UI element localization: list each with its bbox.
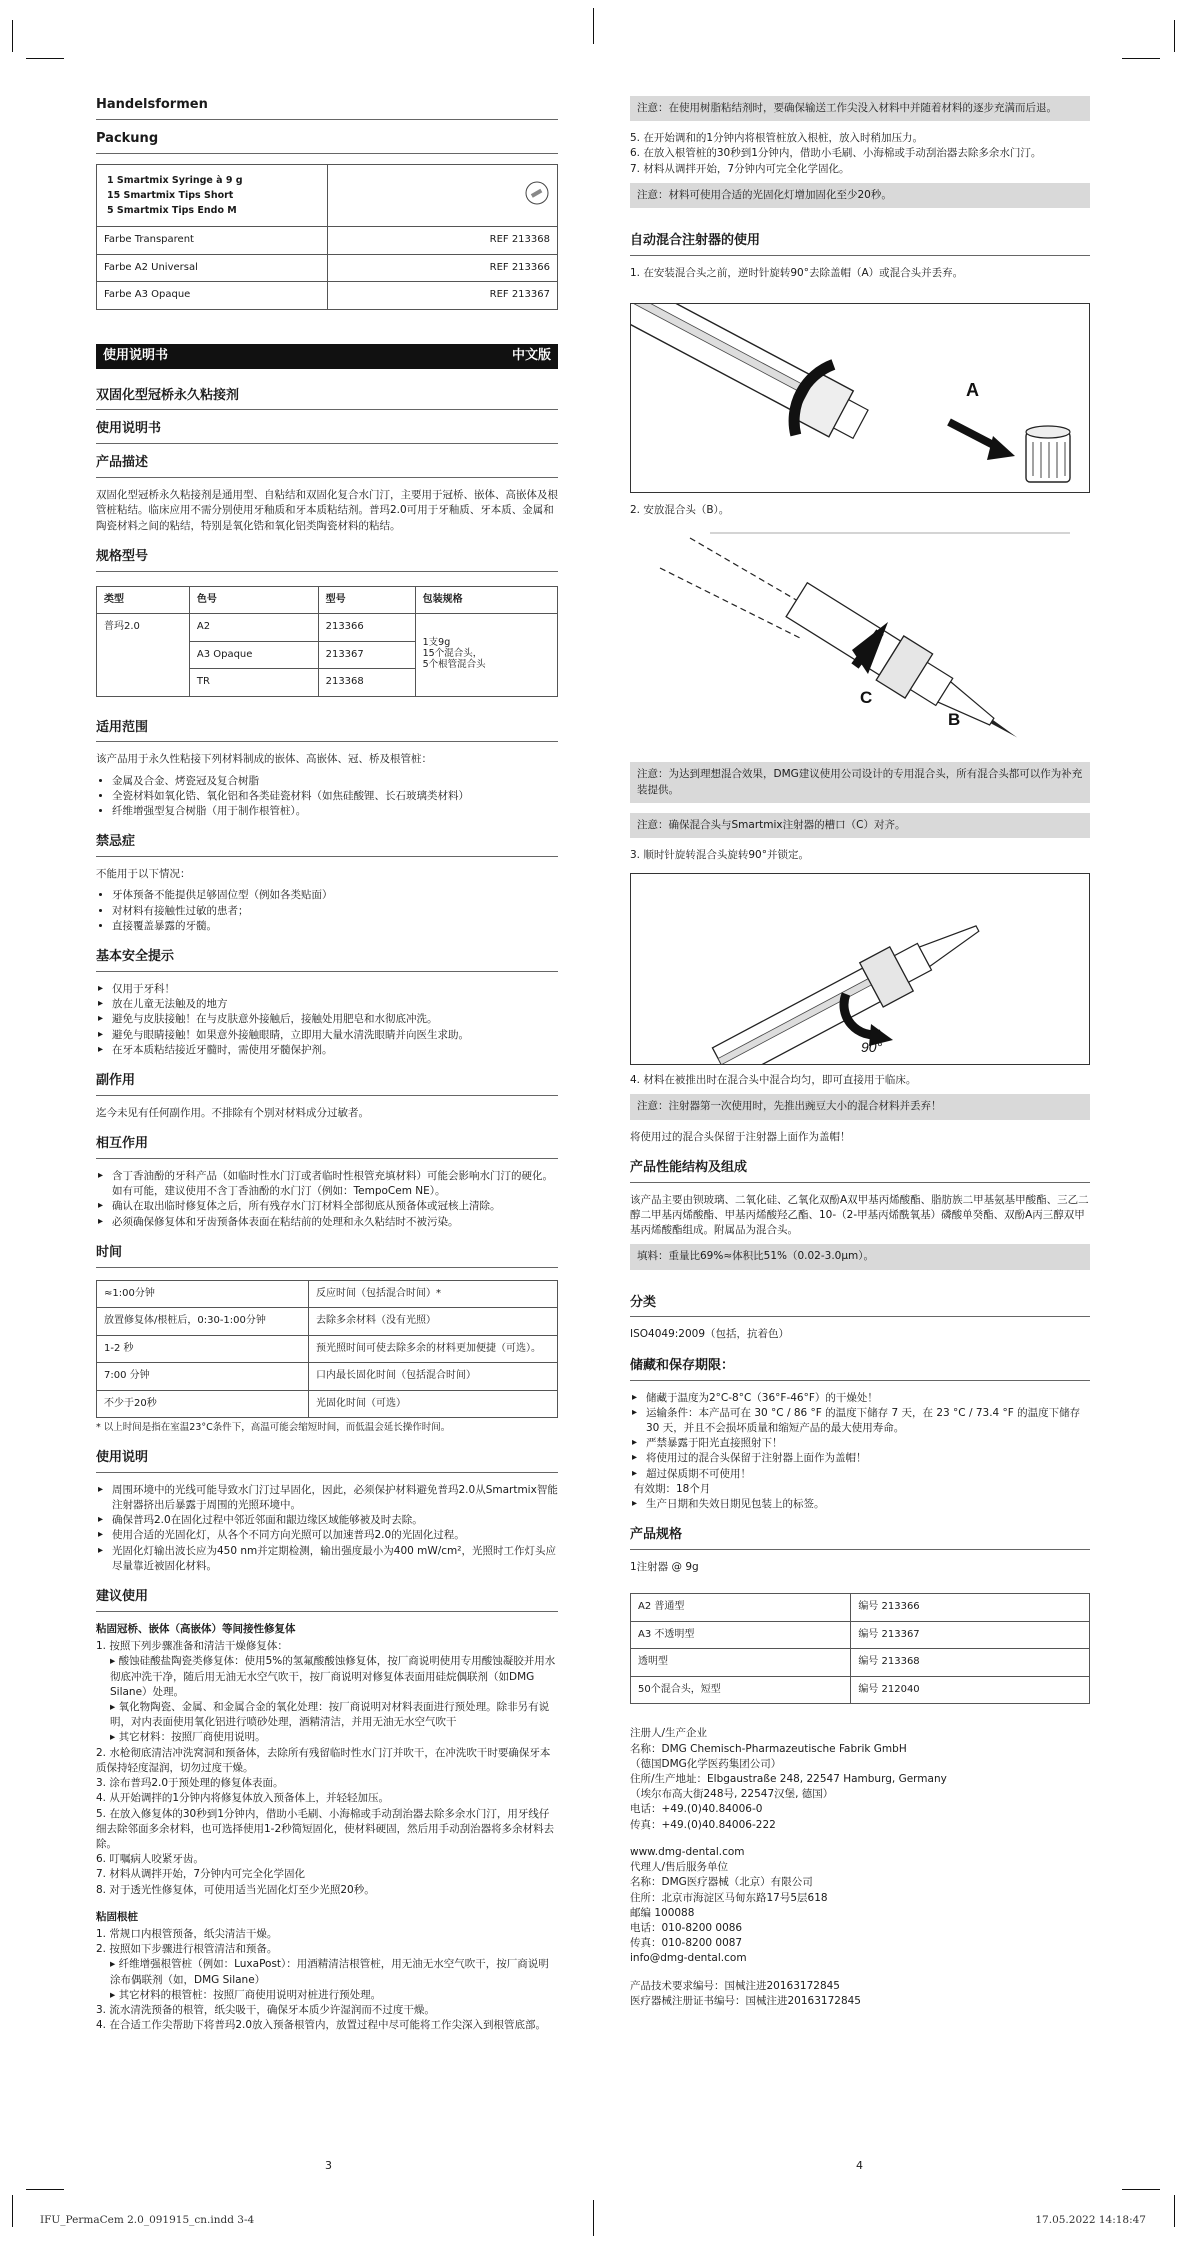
list-item: ▸ 生产日期和失效日期见包装上的标签。 xyxy=(646,1497,1090,1512)
shelf-life: 有效期：18个月 xyxy=(634,1482,711,1495)
interactions-list xyxy=(96,1169,558,1230)
pack-row-ref: REF 213368 xyxy=(327,227,558,255)
time-cell: ≈1:00分钟 xyxy=(97,1280,309,1308)
contra-heading: 禁忌症 xyxy=(96,834,136,850)
agent-line: 代理人/售后服务单位 xyxy=(630,1861,729,1874)
section-bar xyxy=(96,344,558,369)
product-code: 编号 213366 xyxy=(851,1594,1090,1622)
manufacturer-line: 住所/生产地址：Elbgaustraße 248, 22547 Hamburg, Germany xyxy=(630,1773,947,1785)
crop-mark xyxy=(1122,58,1160,59)
step: 3. 涂布普玛2.0于预处理的修复体表面。 xyxy=(96,1777,284,1790)
manufacturer-line: 名称：DMG Chemisch-Pharmazeutische Fabrik GmbH xyxy=(630,1742,907,1755)
step: ▸ 纤维增强根管桩（例如：LuxaPost）：用酒精清洁根管桩，用无油无水空气吹干，按厂商说明涂布偶联剂（如，DMG Silane） xyxy=(110,1958,549,1986)
divider xyxy=(96,443,558,444)
footer-date: 17.05.2022 14:18:47 xyxy=(1035,2214,1146,2226)
bar-lang: 中文版 xyxy=(511,347,551,363)
list-item: ▸ 确认在取出临时修复体之后，所有残存水门汀材料全部彻底从预备体或冠核上清除。 xyxy=(112,1199,558,1214)
safety-list xyxy=(96,982,558,1058)
side-effects-text: 迄今未见有任何副作用。不排除有个别对材料成分过敏者。 xyxy=(96,1106,369,1119)
email-link[interactable]: info@dmg-dental.com xyxy=(630,1952,747,1965)
usage-list xyxy=(96,1483,558,1574)
divider xyxy=(96,571,558,572)
list-item: • 牙体预备不能提供足够固位型（例如各类贴面） xyxy=(112,888,558,903)
description-heading: 产品描述 xyxy=(96,455,149,471)
recommended-subheading: 粘固根桩 xyxy=(96,1910,138,1923)
figure-label-b: B xyxy=(948,710,961,730)
product-spec-heading: 产品规格 xyxy=(630,1527,683,1543)
scope-list xyxy=(96,774,558,820)
spec-pack-line: 5个根管混合头 xyxy=(422,659,486,671)
spec-table xyxy=(96,586,558,697)
time-desc: 反应时间（包括混合时间）* xyxy=(309,1280,558,1308)
spec-heading: 规格型号 xyxy=(96,548,149,564)
recommended-heading: 建议使用 xyxy=(96,1589,149,1605)
usage-heading: 使用说明 xyxy=(96,1449,149,1465)
pack-item: 1 Smartmix Syringe à 9 g xyxy=(107,174,243,186)
pack-item: 15 Smartmix Tips Short xyxy=(107,189,234,201)
pack-row-label: Farbe Transparent xyxy=(97,227,328,255)
time-heading: 时间 xyxy=(96,1244,123,1260)
crop-mark xyxy=(12,2195,13,2227)
instructions-heading: 使用说明书 xyxy=(96,421,162,437)
storage-list xyxy=(630,1391,1090,1482)
contra-text: 不能用于以下情况： xyxy=(96,868,191,881)
divider xyxy=(96,1095,558,1096)
list-item: ▸ 仅用于牙科！ xyxy=(112,982,558,997)
list-item: ▸ 超过保质期不可使用！ xyxy=(646,1467,1090,1482)
classification-text: ISO4049:2009（包括，抗着色） xyxy=(630,1328,790,1341)
step: 6. 在放入根管桩的30秒到1分钟内，借助小毛刷、小海棉或手动刮治器去除多余水门汀。 xyxy=(630,147,1042,160)
product-name: 透明型 xyxy=(631,1649,851,1677)
manufacturer-line: （埃尔布高大街248号, 22547汉堡, 德国） xyxy=(630,1788,834,1801)
step: 4. 从开始调拌的1分钟内将修复体放入预备体上，并轻轻加压。 xyxy=(96,1792,390,1805)
classification-heading: 分类 xyxy=(630,1294,657,1310)
note: 注意：在使用树脂粘结剂时，要确保输送工作尖没入材料中并随着材料的逐步充满而后退。 xyxy=(630,96,1090,121)
packung-heading: Packung xyxy=(96,130,159,146)
agent-line: 名称：DMG医疗器械（北京）有限公司 xyxy=(630,1876,813,1889)
spec-pack-line: 1支9g xyxy=(422,637,451,649)
divider xyxy=(96,1267,558,1268)
interactions-heading: 相互作用 xyxy=(96,1136,149,1152)
divider xyxy=(96,477,558,478)
divider xyxy=(96,409,558,410)
crop-mark xyxy=(593,2200,594,2236)
manufacturer-line: 电话：+49.(0)40.84006-0 xyxy=(630,1803,763,1816)
step: 2. 安放混合头（B）。 xyxy=(630,504,730,517)
footer-filename: IFU_PermaCem 2.0_091915_cn.indd 3-4 xyxy=(40,2214,255,2226)
page-number-left: 3 xyxy=(325,2159,332,2172)
divider xyxy=(96,971,558,972)
spec-header: 包装规格 xyxy=(415,586,557,614)
time-footnote: * 以上时间是指在室温23°C条件下，高温可能会缩短时间，而低温会延长操作时间。 xyxy=(96,1422,451,1434)
crop-mark xyxy=(26,58,64,59)
list-item: ▸ 使用合适的光固化灯，从各个不同方向光照可以加速普玛2.0的光固化过程。 xyxy=(112,1528,558,1543)
figure-label-90: 90° xyxy=(861,1039,883,1056)
safety-heading: 基本安全提示 xyxy=(96,949,175,965)
list-item: ▸ 放在儿童无法触及的地方 xyxy=(112,997,558,1012)
time-desc: 口内最长固化时间（包括混合时间） xyxy=(309,1363,558,1391)
step: 6. 叮嘱病人咬紧牙齿。 xyxy=(96,1853,204,1866)
mixing-tip-illustration xyxy=(630,528,1090,738)
divider xyxy=(96,1472,558,1473)
product-code: 编号 213367 xyxy=(851,1621,1090,1649)
spec-color: A3 Opaque xyxy=(189,641,318,669)
figure-label-c: C xyxy=(860,688,873,708)
spec-header: 类型 xyxy=(97,586,190,614)
figure-attach-tip xyxy=(630,528,1090,738)
scope-heading: 适用范围 xyxy=(96,719,149,735)
crop-mark xyxy=(593,8,594,44)
agent-line: 住所：北京市海淀区马甸东路17号5层618 xyxy=(630,1891,828,1904)
list-item: • 全瓷材料如氧化锆、氧化铝和各类硅瓷材料（如焦硅酸锂、长石玻璃类材料） xyxy=(112,789,558,804)
note: 注意：确保混合头与Smartmix注射器的槽口（C）对齐。 xyxy=(630,813,1090,838)
crop-mark xyxy=(26,2189,64,2190)
step: ▸ 其它材料：按照厂商使用说明。 xyxy=(110,1731,266,1744)
product-code: 编号 212040 xyxy=(851,1676,1090,1704)
step: 7. 材料从调拌开始，7分钟内可完全化学固化。 xyxy=(630,162,850,175)
list-item: ▸ 确保普玛2.0在固化过程中邻近邻面和龈边缘区域能够被及时去除。 xyxy=(112,1513,558,1528)
step: 7. 材料从调拌开始，7分钟内可完全化学固化 xyxy=(96,1868,306,1881)
step: 2. 按照如下步骤进行根管清洁和预备。 xyxy=(96,1943,278,1956)
divider xyxy=(96,741,558,742)
crop-mark xyxy=(12,20,13,52)
storage-heading: 储藏和保存期限： xyxy=(630,1357,735,1373)
spec-pack-line: 15个混合头， xyxy=(422,648,483,660)
spec-color: TR xyxy=(189,669,318,697)
divider xyxy=(630,1549,1090,1550)
list-item: ▸ 储藏于温度为2°C-8°C（36°F-46°F）的干燥处！ xyxy=(646,1391,1090,1406)
recommended-subheading: 粘固冠桥、嵌体（高嵌体）等间接性修复体 xyxy=(96,1622,296,1635)
figure-rotate-tip xyxy=(630,873,1090,1065)
step: 8. 对于透光性修复体，可使用适当光固化灯至少光照20秒。 xyxy=(96,1883,375,1896)
crop-mark xyxy=(1122,2189,1160,2190)
divider xyxy=(96,119,558,120)
spec-model: 213366 xyxy=(318,614,415,642)
composition-heading: 产品性能结构及组成 xyxy=(630,1159,748,1175)
pack-row-ref: REF 213366 xyxy=(327,254,558,282)
step: ▸ 酸蚀硅酸盐陶瓷类修复体：使用5%的氢氟酸酸蚀修复体，按厂商说明使用专用酸蚀凝胶并用水彻底冲洗干净，随后用无油无水空气吹干，按厂商说明对修复体表面用硅烷偶联剂（如DMG Silane）处理。 xyxy=(110,1655,556,1698)
spec-header: 型号 xyxy=(318,586,415,614)
step: 1. 常规口内根管预备，纸尖清洁干燥。 xyxy=(96,1928,278,1941)
product-spec-text: 1注射器 @ 9g xyxy=(630,1561,699,1574)
contra-list xyxy=(96,888,558,934)
figure-remove-cap xyxy=(630,303,1090,493)
figure-label-a: A xyxy=(966,380,979,401)
step: 1. 按照下列步骤准备和清洁干燥修复体： xyxy=(96,1640,288,1653)
storage-list xyxy=(630,1497,1090,1512)
product-title: 双固化型冠桥永久粘接剂 xyxy=(96,387,240,403)
syringe-cap-illustration xyxy=(631,304,1090,492)
composition-text: 该产品主要由钡玻璃、二氧化硅、乙氧化双酚A双甲基丙烯酸酯、脂肪族二甲基氨基甲酸酯、三乙二醇二甲基丙烯酸酯、甲基丙烯酸羟乙酯、10-（2-甲基丙烯酰氧基）磷酸单癸酯、双酚A丙三醇双甲基丙烯酸酯组成。附属品为混合头。 xyxy=(630,1193,1089,1237)
list-item: ▸ 必须确保修复体和牙齿预备体表面在粘结前的处理和永久粘结时不被污染。 xyxy=(112,1215,558,1230)
description-text: 双固化型冠桥永久粘接剂是通用型、自粘结和双固化复合水门汀，主要用于冠桥、嵌体、高嵌体及根管桩粘结。临床应用不需分别使用牙釉质和牙本质粘结剂。普玛2.0可用于牙釉质、牙本质、金属和陶瓷材料之间的粘结，特别是氧化锆和氧化铝类陶瓷材料的粘结。 xyxy=(96,489,558,532)
step: ▸ 其它材料的根管桩：按照厂商使用说明对桩进行预处理。 xyxy=(110,1988,382,2001)
agent-line: 邮编 100088 xyxy=(630,1906,695,1919)
list-item: ▸ 在牙本质粘结接近牙髓时，需使用牙髓保护剂。 xyxy=(112,1043,558,1058)
time-cell: 不少于20秒 xyxy=(97,1390,309,1418)
step: 2. 水枪彻底清洁冲洗窝洞和预备体，去除所有残留临时性水门汀并吹干，在冲洗吹干时要确保牙本质保持轻度湿润，切勿过度干燥。 xyxy=(96,1746,551,1774)
step: 1. 在安装混合头之前，逆时针旋转90°去除盖帽（A）或混合头并丢弃。 xyxy=(630,266,964,279)
keep-tip-text: 将使用过的混合头保留于注射器上面作为盖帽！ xyxy=(630,1130,851,1143)
pack-table xyxy=(96,164,558,310)
page-number-right: 4 xyxy=(856,2159,863,2172)
time-table xyxy=(96,1280,558,1419)
divider xyxy=(630,1182,1090,1183)
spec-header: 色号 xyxy=(189,586,318,614)
divider xyxy=(630,1316,1090,1317)
spec-color: A2 xyxy=(189,614,318,642)
auto-mix-heading: 自动混合注射器的使用 xyxy=(630,233,761,249)
spec-type: 普玛2.0 xyxy=(97,614,190,697)
manufacturer-block xyxy=(630,1726,1090,1833)
agent-line: 传真：010-8200 0087 xyxy=(630,1937,743,1950)
product-name: 50个混合头，短型 xyxy=(631,1676,851,1704)
product-name: A3 不透明型 xyxy=(631,1621,851,1649)
syringe-symbol-icon xyxy=(524,180,550,206)
scope-text: 该产品用于永久性粘接下列材料制成的嵌体、高嵌体、冠、桥及根管桩： xyxy=(96,753,432,766)
pack-row-label: Farbe A2 Universal xyxy=(97,254,328,282)
list-item: ▸ 将使用过的混合头保留于注射器上面作为盖帽！ xyxy=(646,1451,1090,1466)
list-item: ▸ 严禁暴露于阳光直接照射下！ xyxy=(646,1436,1090,1451)
step: 4. 材料在被推出时在混合头中混合均匀，即可直接用于临床。 xyxy=(630,1074,917,1087)
time-desc: 去除多余材料（没有光照） xyxy=(309,1308,558,1336)
divider xyxy=(630,1380,1090,1381)
step: 4. 在合适工作尖帮助下将普玛2.0放入预备根管内，放置过程中尽可能将工作尖深入到根管底部。 xyxy=(96,2019,547,2032)
step: 3. 顺时针旋转混合头旋转90°并锁定。 xyxy=(630,849,809,862)
note: 填料：重量比69%≈体积比51%（0.02-3.0μm）。 xyxy=(630,1244,1090,1269)
time-cell: 7:00 分钟 xyxy=(97,1363,309,1391)
agent-line: 电话：010-8200 0086 xyxy=(630,1921,743,1934)
website-link[interactable]: www.dmg-dental.com xyxy=(630,1845,745,1858)
left-page xyxy=(96,96,558,2034)
list-item: ▸ 含丁香油酚的牙科产品（如临时性水门汀或者临时性根管充填材料）可能会影响水门汀的硬化。如有可能，建议使用不含丁香油酚的水门汀（例如：TempoCem NE）。 xyxy=(112,1169,558,1199)
step: 5. 在放入修复体的30秒到1分钟内，借助小毛刷、小海棉或手动刮治器去除多余水门汀，用牙线仔细去除邻面多余材料，也可选择使用1-2秒简短固化，使材料硬固，然后用手动刮治器将多余材料去除。 xyxy=(96,1807,555,1850)
rotate-tip-illustration xyxy=(631,874,1090,1064)
manufacturer-line: 注册人/生产企业 xyxy=(630,1727,708,1740)
divider xyxy=(96,1611,558,1612)
right-page xyxy=(630,96,1090,2009)
list-item: ▸ 周围环境中的光线可能导致水门汀过早固化，因此，必须保护材料避免普玛2.0从Smartmix智能注射器挤出后暴露于周围的光照环境中。 xyxy=(112,1483,558,1513)
spec-model: 213367 xyxy=(318,641,415,669)
manufacturer-line: 传真：+49.(0)40.84006-222 xyxy=(630,1818,776,1831)
list-item: • 金属及合金、烤瓷冠及复合树脂 xyxy=(112,774,558,789)
note: 注意：材料可使用合适的光固化灯增加固化至少20秒。 xyxy=(630,183,1090,208)
time-desc: 光固化时间（可选） xyxy=(309,1390,558,1418)
note: 注意：注射器第一次使用时，先推出豌豆大小的混合材料并丢弃！ xyxy=(630,1094,1090,1119)
handelsformen-heading: Handelsformen xyxy=(96,97,208,112)
crop-mark xyxy=(1174,2195,1175,2227)
product-code: 编号 213368 xyxy=(851,1649,1090,1677)
time-desc: 预光照时间可使去除多余的材料更加便捷（可选）。 xyxy=(309,1335,558,1363)
registration-block xyxy=(630,1979,1090,2009)
list-item: • 直接覆盖暴露的牙髓。 xyxy=(112,919,558,934)
list-item: • 对材料有接触性过敏的患者； xyxy=(112,904,558,919)
crop-mark xyxy=(1174,20,1175,52)
manufacturer-line: （德国DMG化学医药集团公司） xyxy=(630,1757,782,1770)
divider xyxy=(96,1158,558,1159)
list-item: ▸ 避免与眼睛接触！如果意外接触眼睛，立即用大量水清洗眼睛并向医生求助。 xyxy=(112,1028,558,1043)
step: 3. 流水清洗预备的根管，纸尖吸干，确保牙本质少许湿润而不过度干燥。 xyxy=(96,2004,435,2017)
side-effects-heading: 副作用 xyxy=(96,1073,136,1088)
time-cell: 放置修复体/根桩后，0:30-1:00分钟 xyxy=(97,1308,309,1336)
divider xyxy=(630,255,1090,256)
list-item: ▸ 避免与皮肤接触！在与皮肤意外接触后，接触处用肥皂和水彻底冲洗。 xyxy=(112,1012,558,1027)
step: ▸ 氧化物陶瓷、金属、和金属合金的氧化处理：按厂商说明对材料表面进行预处理。除非另有说明，对内表面使用氧化铝进行喷砂处理，酒精清洁，并用无油无水空气吹干 xyxy=(110,1700,550,1729)
step: 5. 在开始调和的1分钟内将根管桩放入根桩，放入时稍加压力。 xyxy=(630,132,924,145)
spec-model: 213368 xyxy=(318,669,415,697)
pack-row-ref: REF 213367 xyxy=(327,282,558,310)
list-item: ▸ 运输条件：本产品可在 30 °C / 86 °F 的温度下储存 7 天，在 23 °C / 73.4 °F 的温度下储存 30 天，并且不会损坏质量和缩短产品的最大使用寿命。 xyxy=(646,1406,1090,1436)
registration-line: 医疗器械注册证书编号：国械注进20163172845 xyxy=(630,1994,861,2007)
time-cell: 1-2 秒 xyxy=(97,1335,309,1363)
divider xyxy=(96,153,558,154)
product-table xyxy=(630,1593,1090,1704)
registration-line: 产品技术要求编号：国械注进20163172845 xyxy=(630,1979,840,1992)
pack-row-label: Farbe A3 Opaque xyxy=(97,282,328,310)
note: 注意：为达到理想混合效果，DMG建议使用公司设计的专用混合头，所有混合头都可以作为补充装提供。 xyxy=(630,762,1090,802)
list-item: ▸ 光固化灯输出波长应为450 nm并定期检测，输出强度最小为400 mW/cm²，光照时工作灯头应尽量靠近被固化材料。 xyxy=(112,1544,558,1574)
divider xyxy=(96,856,558,857)
pack-item: 5 Smartmix Tips Endo M xyxy=(107,205,237,217)
bar-title: 使用说明书 xyxy=(103,347,169,363)
list-item: • 纤维增强型复合树脂（用于制作根管桩）。 xyxy=(112,804,558,819)
agent-block xyxy=(630,1845,1090,1967)
product-name: A2 普通型 xyxy=(631,1594,851,1622)
